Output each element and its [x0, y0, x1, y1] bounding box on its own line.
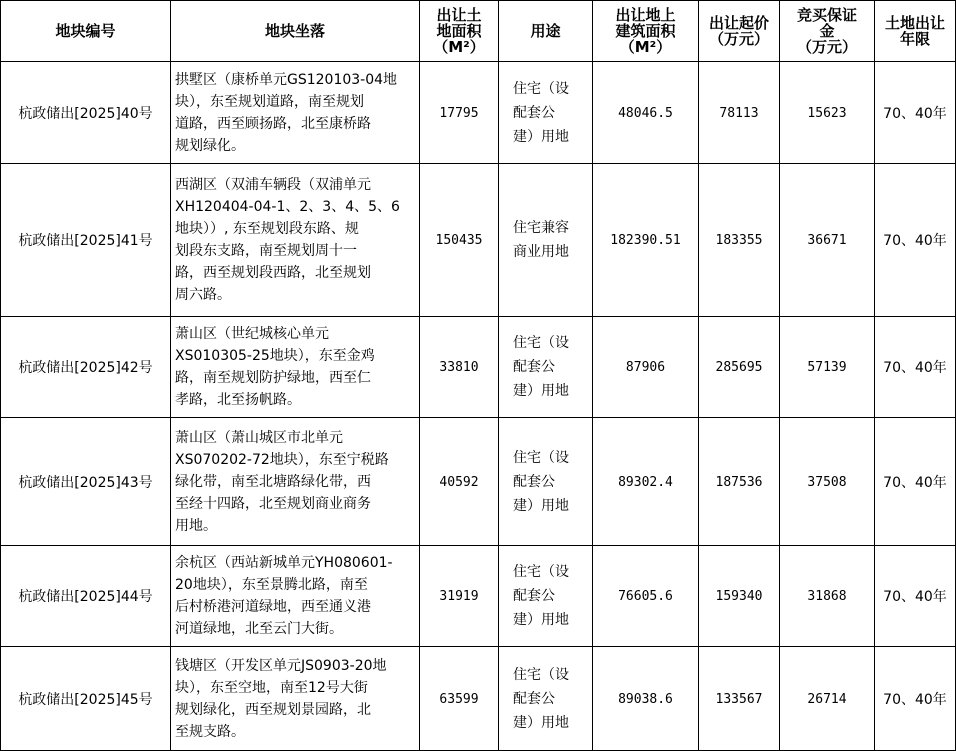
cell-usage: [499, 418, 593, 546]
cell-term: 70、40年: [875, 62, 956, 164]
text-line: 余杭区（西站新城单元YH080601-: [175, 555, 393, 571]
text-line: 商业用地: [513, 244, 569, 260]
cell-start-price: 187536: [699, 418, 780, 546]
cell-term: 70、40年: [875, 317, 956, 418]
text-line: 路，南至规划防护绿地，西至仁: [175, 370, 371, 386]
cell-start-price: 285695: [699, 317, 780, 418]
text-line: 萧山区（世纪城核心单元: [175, 326, 329, 342]
text-line: （M²）: [433, 38, 485, 56]
text-line: 至规支路。: [175, 723, 245, 740]
text-line: 建）用地: [513, 383, 569, 399]
header-row: [1, 1, 956, 62]
cell-floor-area: 89302.4: [593, 418, 699, 546]
cell-location: [171, 317, 420, 418]
cell-code: 杭政储出[2025]42号: [1, 317, 171, 418]
text-line: 住宅（设: [513, 449, 569, 466]
text-line: 萧山区（萧山城区市北单元: [175, 429, 343, 446]
table-row: [1, 62, 956, 164]
header-floor-area: [593, 1, 699, 62]
text-line: 拱墅区（康桥单元GS120103-04地: [175, 71, 398, 88]
text-line: 规划绿化，西至规划景园路，北: [175, 701, 371, 718]
text-line: （万元）: [708, 30, 769, 48]
cell-usage: [499, 546, 593, 647]
text-line: 20地块），东至景腾北路，南至: [175, 577, 368, 593]
cell-deposit: 26714: [780, 647, 875, 751]
text-line: 绿化带，南至北塘路绿化带，西: [175, 473, 371, 490]
text-line: 竞买保证: [796, 6, 857, 24]
cell-floor-area: 48046.5: [593, 62, 699, 164]
cell-term: 70、40年: [875, 164, 956, 317]
text-line: 地块））, 东至规划段东路、规: [175, 221, 359, 237]
text-line: 配套公: [513, 359, 555, 375]
cell-area: 63599: [420, 647, 499, 751]
cell-start-price: 159340: [699, 546, 780, 647]
text-line: 周六路。: [175, 287, 231, 303]
cell-deposit: 36671: [780, 164, 875, 317]
cell-deposit: 57139: [780, 317, 875, 418]
text-line: 年限: [899, 30, 930, 48]
cell-floor-area: 76605.6: [593, 546, 699, 647]
text-line: 块），东至规划道路，南至规划: [175, 93, 364, 110]
text-line: 住宅兼容: [513, 220, 569, 236]
cell-term: 70、40年: [875, 546, 956, 647]
text-line: 后村桥港河道绿地，西至通义港: [175, 599, 371, 615]
cell-usage: [499, 647, 593, 751]
text-line: XS010305-25地块），东至金鸡: [175, 348, 375, 364]
header-usage: 用途: [499, 1, 593, 62]
table-row: [1, 418, 956, 546]
text-line: XS070202-72地块），东至宁税路: [175, 451, 389, 468]
cell-code: 杭政储出[2025]41号: [1, 164, 171, 317]
text-line: 金: [819, 22, 835, 40]
cell-usage: [499, 62, 593, 164]
header-code: 地块编号: [1, 1, 171, 62]
cell-term: 70、40年: [875, 647, 956, 751]
cell-area: 31919: [420, 546, 499, 647]
text-line: 土地出让: [884, 14, 945, 32]
text-line: 建）用地: [513, 714, 569, 731]
cell-floor-area: 87906: [593, 317, 699, 418]
text-line: 出让土: [436, 6, 482, 24]
table-row: [1, 317, 956, 418]
cell-area: 17795: [420, 62, 499, 164]
text-line: 建）用地: [513, 128, 569, 145]
cell-start-price: 133567: [699, 647, 780, 751]
cell-deposit: 15623: [780, 62, 875, 164]
cell-code: 杭政储出[2025]40号: [1, 62, 171, 164]
text-line: XH120404-04-1、2、3、4、5、6: [175, 199, 400, 215]
cell-code: 杭政储出[2025]45号: [1, 647, 171, 751]
header-start-price: [699, 1, 780, 62]
text-line: 道路，西至顾扬路，北至康桥路: [175, 115, 371, 132]
text-line: 住宅（设: [513, 666, 569, 683]
text-line: 住宅（设: [513, 335, 569, 351]
cell-term: 70、40年: [875, 418, 956, 546]
cell-area: 150435: [420, 164, 499, 317]
header-area: [420, 1, 499, 62]
text-line: 配套公: [513, 104, 555, 121]
cell-deposit: 31868: [780, 546, 875, 647]
text-line: （M²）: [619, 38, 672, 56]
cell-usage: [499, 317, 593, 418]
header-term: [875, 1, 956, 62]
table-row: [1, 647, 956, 751]
table-row: [1, 164, 956, 317]
text-line: 用地。: [175, 517, 217, 534]
cell-code: 杭政储出[2025]43号: [1, 418, 171, 546]
cell-code: 杭政储出[2025]44号: [1, 546, 171, 647]
text-line: 配套公: [513, 690, 555, 707]
cell-location: [171, 647, 420, 751]
cell-location: [171, 546, 420, 647]
text-line: 出让地上: [615, 6, 676, 24]
text-line: 块），东至空地，南至12号大街: [175, 679, 368, 696]
text-line: 路，西至规划段西路，北至规划: [175, 265, 371, 281]
text-line: 地面积: [436, 22, 482, 40]
cell-usage: [499, 164, 593, 317]
cell-area: 33810: [420, 317, 499, 418]
text-line: 建）用地: [513, 497, 569, 514]
cell-area: 40592: [420, 418, 499, 546]
text-line: 配套公: [513, 473, 555, 490]
text-line: 出让起价: [708, 14, 769, 32]
header-deposit: [780, 1, 875, 62]
cell-location: [171, 418, 420, 546]
text-line: 西湖区（双浦车辆段（双浦单元: [175, 177, 371, 193]
text-line: 建筑面积: [615, 22, 676, 40]
header-location: 地块坐落: [171, 1, 420, 62]
text-line: 划段东支路，南至规划周十一: [175, 243, 357, 259]
cell-floor-area: 182390.51: [593, 164, 699, 317]
text-line: 住宅（设: [513, 80, 569, 97]
cell-start-price: 183355: [699, 164, 780, 317]
cell-location: [171, 164, 420, 317]
text-line: 孝路，北至扬帆路。: [175, 392, 301, 408]
cell-location: [171, 62, 420, 164]
cell-floor-area: 89038.6: [593, 647, 699, 751]
table-row: [1, 546, 956, 647]
text-line: 规划绿化。: [175, 137, 245, 154]
text-line: （万元）: [796, 38, 857, 56]
text-line: 钱塘区（开发区单元JS0903-20地: [175, 657, 387, 674]
text-line: 住宅（设: [513, 564, 569, 580]
text-line: 配套公: [513, 588, 555, 604]
cell-start-price: 78113: [699, 62, 780, 164]
text-line: 河道绿地，北至云门大街。: [175, 621, 343, 637]
text-line: 至经十四路，北至规划商业商务: [175, 495, 371, 512]
cell-deposit: 37508: [780, 418, 875, 546]
text-line: 建）用地: [513, 612, 569, 628]
